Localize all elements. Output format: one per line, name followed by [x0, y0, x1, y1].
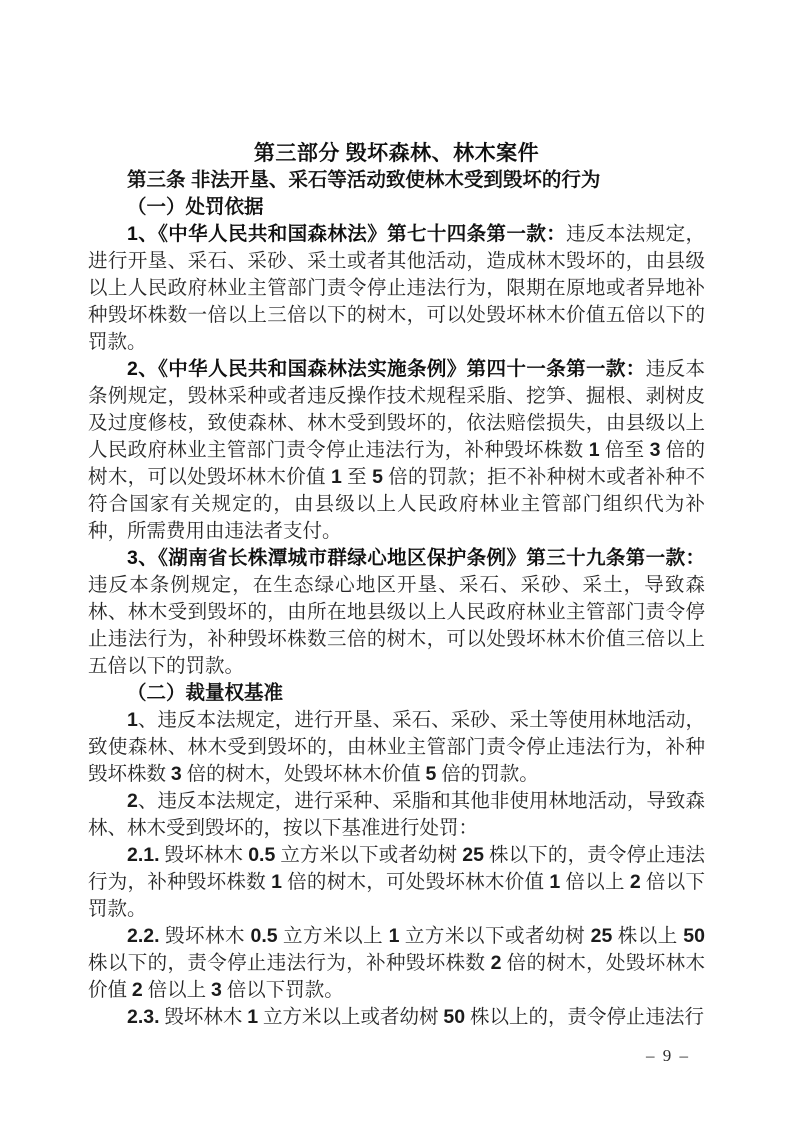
- paragraph-standard-2-2: 2.2. 毁坏林木 0.5 立方米以上 1 立方米以下或者幼树 25 株以上 50 株以下的，责令停止违法行为，补种毁坏株数 2 倍的树木，处毁坏林木价值 2 倍以上 3 倍以下罚款。: [88, 925, 705, 1001]
- paragraph-standard-2-1: 2.1. 毁坏林木 0.5 立方米以下或者幼树 25 株以下的，责令停止违法行为，补种毁坏株数 1 倍的树木，可处毁坏林木价值 1 倍以上 2 倍以下罚款。: [88, 844, 705, 920]
- paragraph-law-greenheart-regulation: 3、《湖南省长株潭城市群绿心地区保护条例》第三十九条第一款：违反本条例规定，在生态绿心地区开垦、采石、采砂、采土，导致森林、林木受到毁坏的，由所在地县级以上人民政府林业主管部门责令停止违法行为，补种毁坏株数三倍的树木，可以处毁坏林木价值三倍以上五倍以下的罚款。: [88, 547, 705, 677]
- paragraph-standard-2-3: 2.3. 毁坏林木 1 立方米以上或者幼树 50 株以上的，责令停止违法行: [127, 1006, 705, 1028]
- page-number: – 9 –: [646, 1046, 690, 1065]
- section-heading-penalty-basis: （一）处罚依据: [127, 196, 264, 218]
- paragraph-law-forest-regulation: 2、《中华人民共和国森林法实施条例》第四十一条第一款：违反本条例规定，毁林采种或者违反操作技术规程采脂、挖笋、掘根、剥树皮及过度修枝，致使森林、林木受到毁坏的，依法赔偿损失，由县级以上人民政府林业主管部门责令停止违法行为，补种毁坏株数 1 倍至 3 倍的树木，可以处毁坏林木价值 1 至 5 倍的罚款；拒不补种树木或者补种不符合国家有关规定的，由县级以上人民政府林业主管部门组织代为补种，所需费用由违法者支付。: [88, 358, 705, 542]
- section-heading-discretion-standard: （二）裁量权基准: [127, 682, 284, 704]
- paragraph-law-forest-act: 1、《中华人民共和国森林法》第七十四条第一款：违反本法规定，进行开垦、采石、采砂、采土或者其他活动，造成林木毁坏的，由县级以上人民政府林业主管部门责令停止违法行为，限期在原地或者异地补种毁坏株数一倍以上三倍以下的树木，可以处毁坏林木价值五倍以下的罚款。: [88, 223, 705, 353]
- article-heading: 第三条 非法开垦、采石等活动致使林木受到毁坏的行为: [127, 169, 601, 191]
- paragraph-standard-2: 2、违反本法规定，进行采种、采脂和其他非使用林地活动，导致森林、林木受到毁坏的，按以下基准进行处罚：: [88, 790, 705, 839]
- paragraph-standard-1: 1、违反本法规定，进行开垦、采石、采砂、采土等使用林地活动，致使森林、林木受到毁坏的，由林业主管部门责令停止违法行为，补种毁坏株数 3 倍的树木，处毁坏林木价值 5 倍的罚款。: [88, 709, 705, 785]
- document-content: [88, 140, 705, 1031]
- document-title: 第三部分 毁坏森林、林木案件: [253, 141, 540, 165]
